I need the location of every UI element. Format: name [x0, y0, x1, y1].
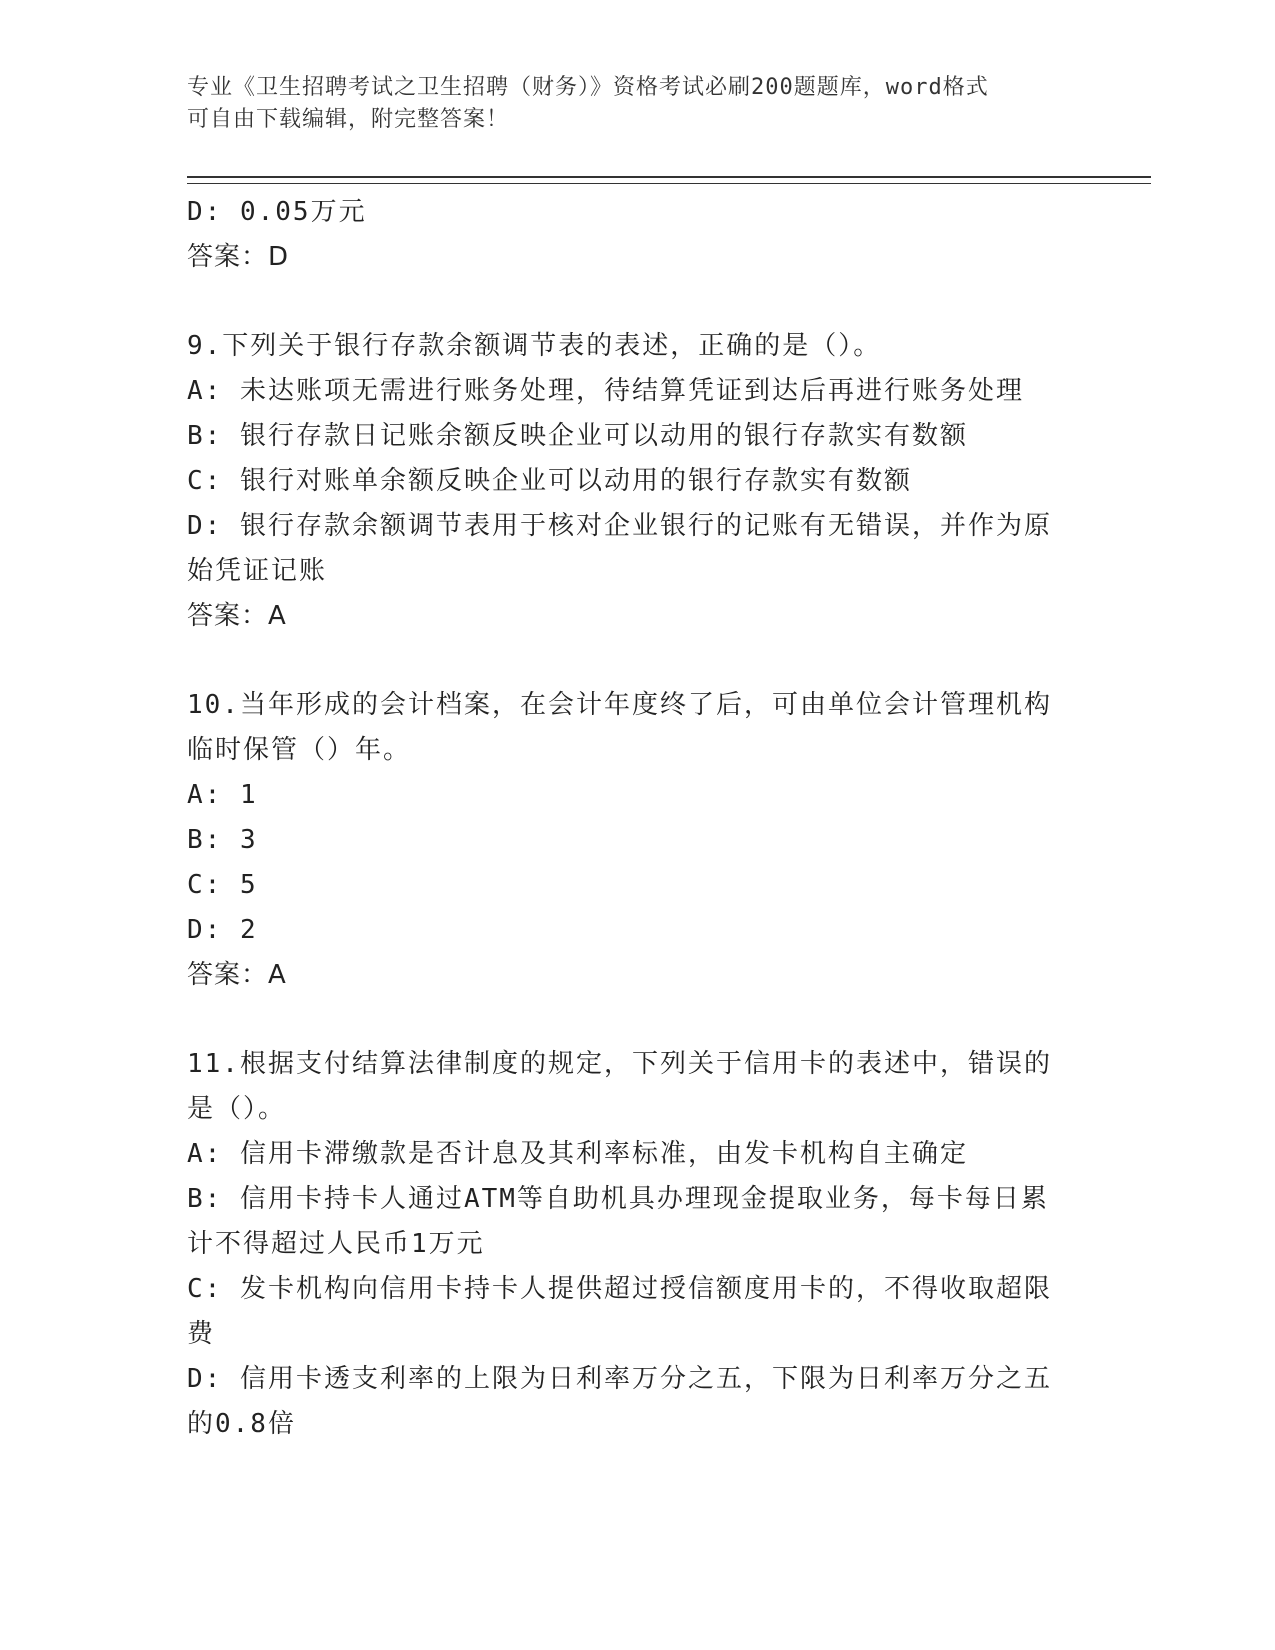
question-11 — [187, 1042, 1087, 1447]
option-d-line-1: D: 银行存款余额调节表用于核对企业银行的记账有无错误，并作为原 — [187, 511, 1052, 541]
option-b: B: 银行存款日记账余额反映企业可以动用的银行存款实有数额 — [187, 421, 968, 451]
option-b-line-1: B: 信用卡持卡人通过ATM等自助机具办理现金提取业务，每卡每日累 — [187, 1184, 1049, 1214]
spacer — [187, 998, 1087, 1042]
header-divider-thin — [187, 183, 1151, 184]
option-c-line-1: C: 发卡机构向信用卡持卡人提供超过授信额度用卡的，不得收取超限 — [187, 1274, 1052, 1304]
question-text-line-2: 是（）。 — [187, 1094, 287, 1124]
page-header — [187, 72, 1067, 136]
option-a: A: 未达账项无需进行账务处理，待结算凭证到达后再进行账务处理 — [187, 376, 1024, 406]
answer-label: 答案：D — [187, 242, 290, 272]
option-b: B: 3 — [187, 825, 258, 855]
question-9 — [187, 324, 1087, 639]
spacer — [187, 639, 1087, 683]
answer-label: 答案：A — [187, 601, 287, 631]
question-text: 9.下列关于银行存款余额调节表的表述，正确的是（）。 — [187, 331, 882, 361]
question-text-line-1: 10.当年形成的会计档案，在会计年度终了后，可由单位会计管理机构 — [187, 690, 1052, 720]
option-d-line-2: 的0.8倍 — [187, 1409, 296, 1439]
question-list — [187, 190, 1087, 1447]
option-c-line-2: 费 — [187, 1319, 216, 1349]
question-8-tail — [187, 190, 1087, 280]
header-title-line-2: 可自由下载编辑，附完整答案！ — [187, 107, 510, 132]
answer-label: 答案：A — [187, 960, 287, 990]
spacer — [187, 280, 1087, 324]
option-d-line-1: D: 信用卡透支利率的上限为日利率万分之五，下限为日利率万分之五 — [187, 1364, 1052, 1394]
question-text-line-1: 11.根据支付结算法律制度的规定，下列关于信用卡的表述中，错误的 — [187, 1049, 1052, 1079]
question-text-line-2: 临时保管（）年。 — [187, 735, 412, 765]
header-divider-thick — [187, 176, 1151, 178]
option-c: C: 5 — [187, 870, 258, 900]
option-a: A: 信用卡滞缴款是否计息及其利率标准，由发卡机构自主确定 — [187, 1139, 968, 1169]
option-c: C: 银行对账单余额反映企业可以动用的银行存款实有数额 — [187, 466, 912, 496]
option-d-line-2: 始凭证记账 — [187, 556, 328, 586]
option-d: D: 0.05万元 — [187, 197, 367, 227]
header-title-line-1: 专业《卫生招聘考试之卫生招聘（财务）》资格考试必刷200题题库，word格式 — [187, 75, 989, 100]
option-b-line-2: 计不得超过人民币1万元 — [187, 1229, 485, 1259]
question-10 — [187, 683, 1087, 998]
option-a: A: 1 — [187, 780, 258, 810]
option-d: D: 2 — [187, 915, 258, 945]
